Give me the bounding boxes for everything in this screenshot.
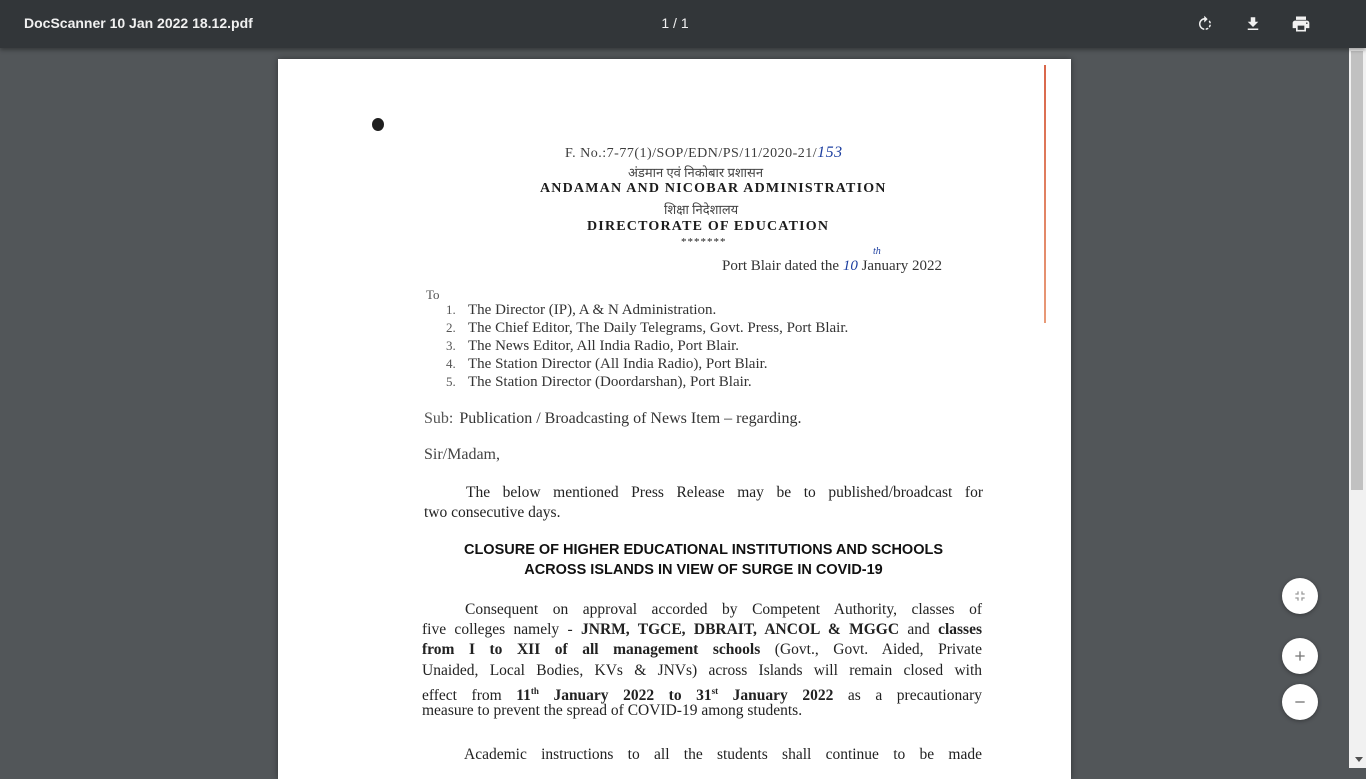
salutation: Sir/Madam, bbox=[424, 446, 500, 463]
print-button[interactable] bbox=[1287, 10, 1315, 38]
separator-stars: ******* bbox=[681, 236, 727, 248]
scroll-down-arrow-icon[interactable] bbox=[1355, 757, 1363, 762]
page-indicator: 1 / 1 bbox=[661, 15, 689, 31]
subject-line: Sub: Publication / Broadcasting of News Item – regarding. bbox=[424, 410, 802, 427]
fit-to-page-icon bbox=[1292, 588, 1308, 604]
vertical-scrollbar[interactable] bbox=[1349, 48, 1366, 768]
zoom-in-button[interactable] bbox=[1282, 638, 1318, 674]
recipient-item: 2. The Chief Editor, The Daily Telegrams, Govt. Press, Port Blair. bbox=[446, 320, 849, 336]
recipient-item: 1. The Director (IP), A & N Administration. bbox=[446, 302, 717, 318]
fit-to-page-button[interactable] bbox=[1282, 578, 1318, 614]
hindi-dept: शिक्षा निदेशालय bbox=[664, 202, 739, 217]
margin-line bbox=[1044, 65, 1046, 323]
document-title: DocScanner 10 Jan 2022 18.12.pdf bbox=[24, 15, 253, 31]
scrollbar-thumb[interactable] bbox=[1351, 51, 1363, 490]
recipient-item: 4. The Station Director (All India Radio), Port Blair. bbox=[446, 356, 768, 372]
rotate-icon bbox=[1196, 15, 1214, 33]
pdf-page bbox=[278, 59, 1071, 779]
press-release-heading: CLOSURE OF HIGHER EDUCATIONAL INSTITUTIONS AND SCHOOLS ACROSS ISLANDS IN VIEW OF SURGE IN COVID-19 bbox=[463, 542, 944, 578]
zoom-in-icon bbox=[1292, 648, 1308, 664]
print-icon bbox=[1291, 14, 1311, 34]
date-superscript: th bbox=[873, 246, 881, 257]
dept-name: DIRECTORATE OF EDUCATION bbox=[587, 219, 830, 234]
org-name: ANDAMAN AND NICOBAR ADMINISTRATION bbox=[540, 181, 887, 196]
academic-paragraph: Academic instructions to all the students shall continue to be made bbox=[464, 746, 982, 763]
rotate-button[interactable] bbox=[1191, 10, 1219, 38]
download-button[interactable] bbox=[1239, 10, 1267, 38]
body-paragraph: Consequent on approval accorded by Competent Authority, classes of five colleges namely - JNRM, TGCE, DBRAIT, ANCOL & MGGC and classes from I to XII of all management schools (Govt., Govt. Aided, Private Unaided, Local Bodies, KVs & JNVs) across Islands will remain closed with effect from 11th January 2022 to 31st January 2022 as a precautionary measure to prevent the spread of COVID-19 among students. bbox=[422, 601, 982, 719]
intro-paragraph: The below mentioned Press Release may be to published/broadcast for two consecutive days. bbox=[424, 484, 983, 522]
file-number: F. No.:7-77(1)/SOP/EDN/PS/11/2020-21/153 bbox=[565, 144, 843, 161]
recipient-item: 3. The News Editor, All India Radio, Port Blair. bbox=[446, 338, 740, 354]
zoom-out-icon bbox=[1292, 694, 1308, 710]
recipient-item: 5. The Station Director (Doordarshan), Port Blair. bbox=[446, 374, 752, 390]
ink-dot bbox=[372, 118, 384, 131]
download-icon bbox=[1244, 15, 1262, 33]
to-label: To bbox=[426, 287, 440, 302]
pdf-toolbar bbox=[0, 0, 1366, 48]
place-date: Port Blair dated the 10 January 2022 bbox=[722, 258, 942, 274]
zoom-out-button[interactable] bbox=[1282, 684, 1318, 720]
hindi-admin: अंडमान एवं निकोबार प्रशासन bbox=[628, 165, 764, 180]
